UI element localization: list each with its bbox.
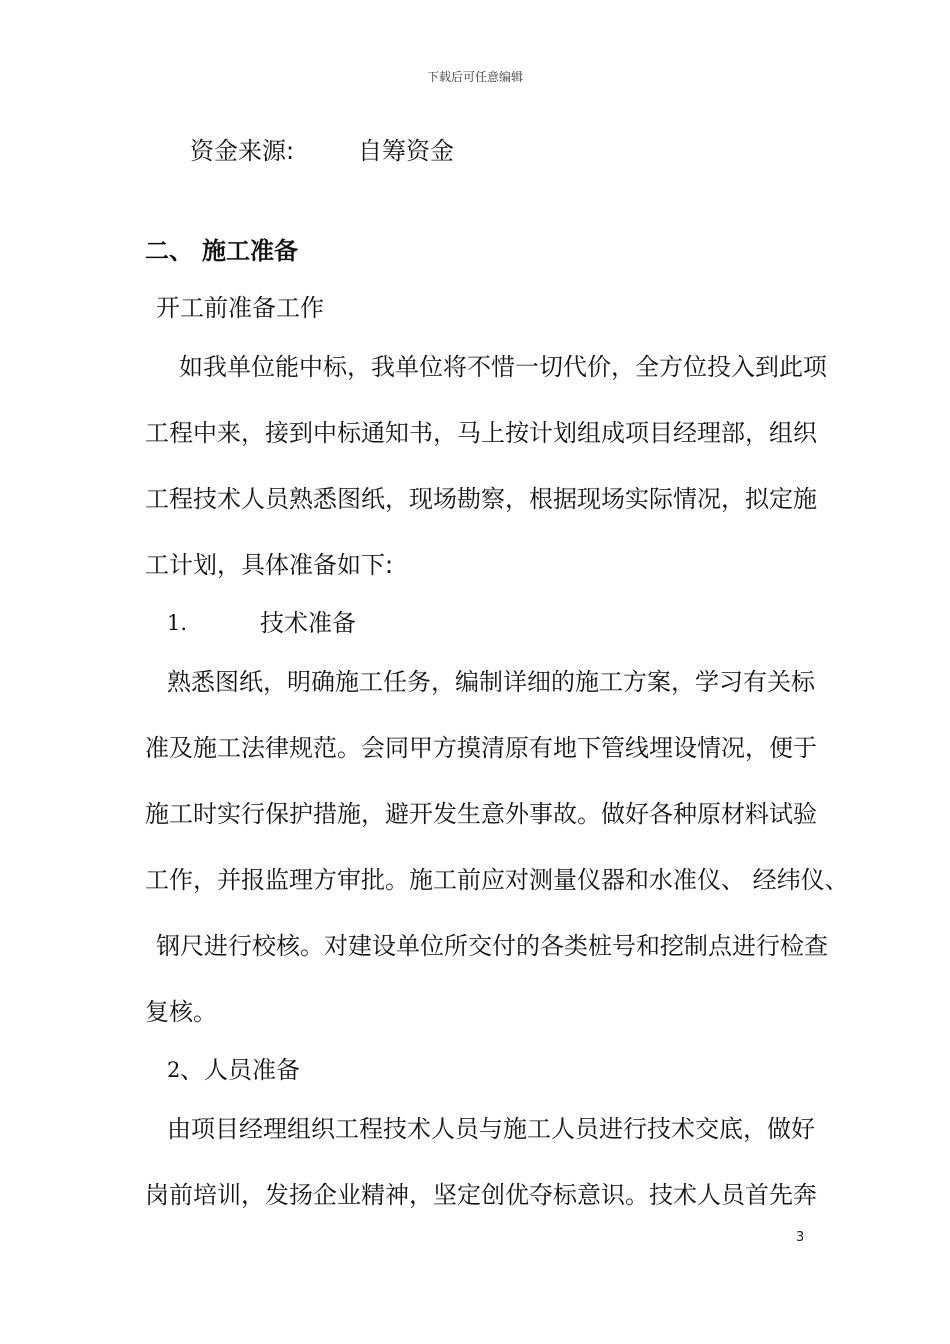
paragraph-line: 工计划，具体准备如下: [145,551,394,579]
paragraph-line: 复核。 [145,998,217,1026]
paragraph-line: 钢尺进行校核。对建设单位所交付的各类桩号和挖制点进行检查 [156,932,828,960]
funding-value: 自筹资金 [358,137,454,165]
paragraph-line: 工程中来，接到中标通知书，马上按计划组成项目经理部，组织 [145,419,817,447]
item-title: 、人员准备 [180,1056,300,1084]
item-title: 技术准备 [260,609,356,637]
subheading: 开工前准备工作 [156,294,324,322]
item-number: 2 [167,1058,181,1082]
paragraph-line: 工作，并报监理方审批。施工前应对测量仪器和水准仪、 经纬仪、 [145,866,849,894]
paragraph-line: 岗前培训，发扬企业精神，坚定创优夺标意识。技术人员首先奔 [145,1181,817,1209]
paragraph-line: 熟悉图纸，明确施工任务，编制详细的施工方案，学习有关标 [167,668,815,696]
section-title: 施工准备 [202,237,298,265]
paragraph-line: 如我单位能中标，我单位将不惜一切代价，全方位投入到此项 [179,353,827,381]
item-number: 1. [167,611,188,635]
paragraph-line: 工程技术人员熟悉图纸，现场勘察，根据现场实际情况，拟定施 [145,485,817,513]
paragraph-line: 准及施工法律规范。会同甲方摸清原有地下管线埋设情况，便于 [145,734,817,762]
page-number: 3 [796,1230,805,1245]
paragraph-line: 施工时实行保护措施，避开发生意外事故。做好各种原材料试验 [145,800,817,828]
section-number: 二、 [145,237,193,265]
header-note: 下载后可任意编辑 [426,70,523,84]
paragraph-line: 由项目经理组织工程技术人员与施工人员进行技术交底，做好 [167,1115,815,1143]
funding-label: 资金来源: [190,137,295,165]
